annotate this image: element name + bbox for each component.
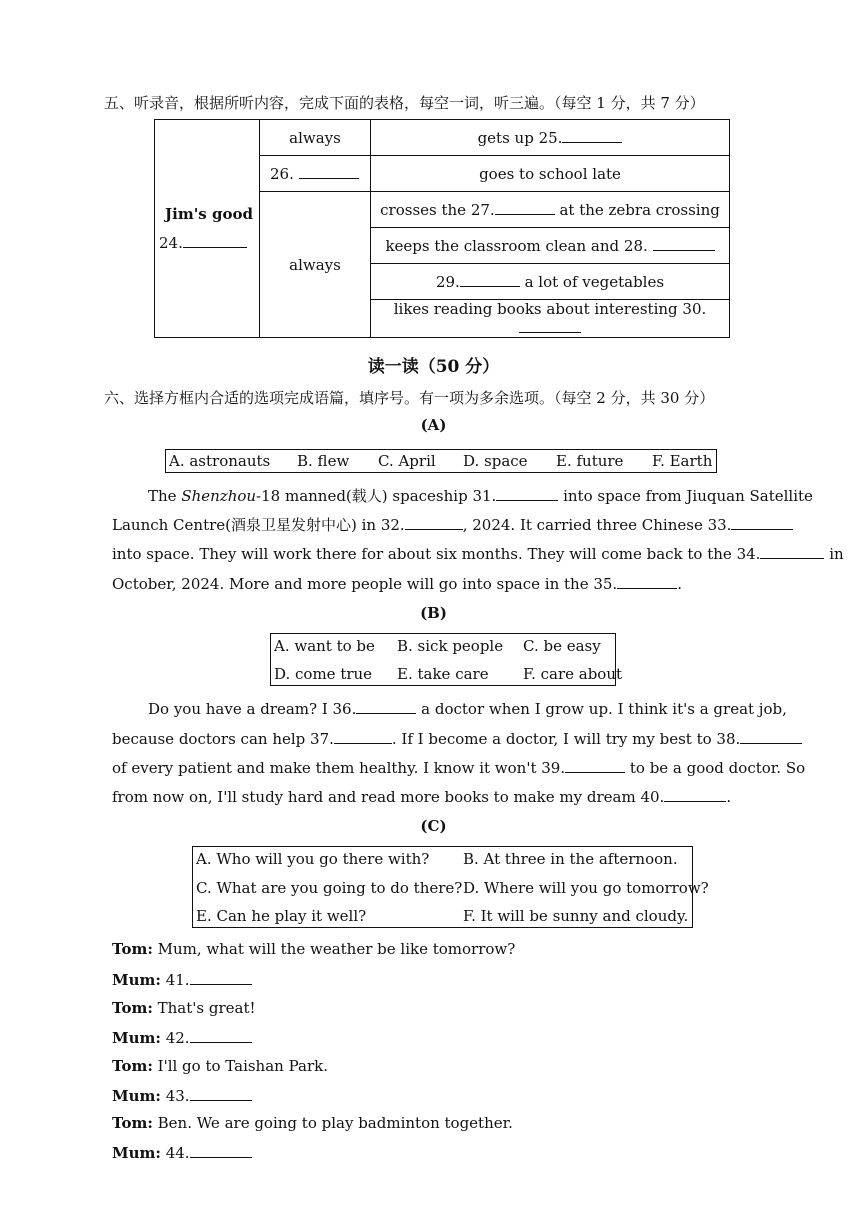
option: F. Earth: [652, 452, 713, 470]
text: -18 manned(载人) spaceship 31.: [256, 487, 497, 505]
option: B. At three in the afternoon.: [463, 850, 678, 868]
dialogue-line: [112, 970, 252, 989]
dialogue-line: [112, 1143, 252, 1162]
para-b-line2: [112, 729, 802, 748]
q28-blank[interactable]: [653, 236, 715, 251]
part-c-label: (C): [420, 817, 447, 835]
option: D. space: [463, 452, 528, 470]
option: E. future: [556, 452, 624, 470]
q31-blank[interactable]: [496, 486, 558, 501]
text: .: [677, 575, 682, 593]
option: C. be easy: [523, 637, 601, 655]
row-text: a lot of vegetables: [524, 273, 665, 291]
q44-blank[interactable]: [190, 1143, 252, 1158]
para-a-line4: [112, 574, 682, 593]
text: Do you have a dream? I 36.: [148, 700, 357, 718]
dialogue-text: I'll go to Taishan Park.: [157, 1057, 328, 1075]
q43-label: 43.: [165, 1087, 190, 1105]
q42-label: 42.: [165, 1029, 190, 1047]
para-b-line4: [112, 787, 731, 806]
text: to be a good doctor. So: [625, 759, 806, 777]
para-b-line1: [148, 699, 787, 718]
option: D. Where will you go tomorrow?: [463, 879, 709, 897]
section-6-title: 六、选择方框内合适的选项完成语篇，填序号。有一项为多余选项。（每空 2 分，共 30 分）: [104, 389, 715, 407]
q30-blank[interactable]: [519, 318, 581, 333]
text: Launch Centre(酒泉卫星发射中心) in 32.: [112, 516, 405, 534]
option: C. What are you going to do there?: [196, 879, 463, 897]
speaker: Mum:: [112, 1087, 161, 1105]
q26-label: 26.: [270, 165, 294, 183]
part-a-label: (A): [420, 416, 447, 434]
row-text: at the zebra crossing: [559, 201, 720, 219]
q34-blank[interactable]: [760, 544, 824, 559]
para-a-line1: [148, 485, 813, 506]
speaker: Tom:: [112, 1057, 153, 1075]
text: because doctors can help 37.: [112, 730, 334, 748]
q25-label: gets up 25.: [477, 129, 563, 147]
option: F. It will be sunny and cloudy.: [463, 907, 689, 925]
q41-blank[interactable]: [190, 970, 252, 985]
section-5-title: 五、听录音，根据所听内容，完成下面的表格，每空一词，听三遍。（每空 1 分，共 7 分）: [104, 94, 705, 112]
listening-table: [154, 119, 730, 338]
text: , 2024. It carried three Chinese 33.: [462, 516, 732, 534]
text: . If I become a doctor, I will try my best to 38.: [391, 730, 741, 748]
text: in: [824, 545, 844, 563]
q32-blank[interactable]: [405, 515, 463, 530]
text: from now on, I'll study hard and read more books to make my dream 40.: [112, 788, 665, 806]
q33-blank[interactable]: [731, 515, 793, 530]
row-header-title: Jim's good: [165, 205, 253, 223]
part-b-options: [270, 633, 623, 686]
reading-heading: 读一读（50 分）: [367, 357, 500, 377]
part-a-options: [165, 449, 717, 473]
q26-blank[interactable]: [299, 164, 359, 179]
q36-blank[interactable]: [356, 699, 416, 714]
part-b-label: (B): [420, 604, 447, 622]
row-text: goes to school late: [371, 156, 730, 192]
q24-blank[interactable]: [183, 233, 247, 248]
q42-blank[interactable]: [190, 1028, 252, 1043]
option: D. come true: [274, 665, 373, 683]
text: a doctor when I grow up. I think it's a great job,: [416, 700, 787, 718]
q30-label: likes reading books about interesting 30.: [393, 300, 707, 318]
freq-cell: always: [260, 192, 371, 338]
text: October, 2024. More and more people will go into space in the 35.: [112, 575, 618, 593]
option: A. Who will you go there with?: [196, 850, 430, 868]
speaker: Mum:: [112, 1029, 161, 1047]
dialogue-line: [112, 999, 256, 1017]
q35-blank[interactable]: [617, 574, 677, 589]
option: E. take care: [397, 665, 489, 683]
option: A. astronauts: [169, 452, 271, 470]
text: into space. They will work there for about six months. They will come back to the 34.: [112, 545, 761, 563]
dialogue-line: [112, 1086, 252, 1105]
q27-label: crosses the 27.: [380, 201, 495, 219]
speaker: Mum:: [112, 1144, 161, 1162]
freq-cell: always: [260, 120, 371, 156]
speaker: Tom:: [112, 1114, 153, 1132]
dialogue-text: Ben. We are going to play badminton together.: [157, 1114, 513, 1132]
option: B. flew: [297, 452, 350, 470]
q25-blank[interactable]: [562, 128, 622, 143]
q41-label: 41.: [165, 971, 190, 989]
option: E. Can he play it well?: [196, 907, 367, 925]
option: C. April: [378, 452, 436, 470]
para-b-line3: [112, 758, 805, 777]
q24-label: 24.: [159, 234, 183, 252]
speaker: Mum:: [112, 971, 161, 989]
q44-label: 44.: [165, 1144, 190, 1162]
q39-blank[interactable]: [565, 758, 625, 773]
q29-label: 29.: [435, 273, 460, 291]
dialogue-line: [112, 940, 515, 958]
para-a-line2: [112, 514, 793, 535]
part-c-options: [192, 846, 709, 928]
text: into space from Jiuquan Satellite: [558, 487, 813, 505]
option: B. sick people: [397, 637, 504, 655]
dialogue-line: [112, 1057, 328, 1075]
q27-blank[interactable]: [495, 200, 555, 215]
dialogue-text: That's great!: [157, 999, 256, 1017]
dialogue-line: [112, 1114, 513, 1132]
speaker: Tom:: [112, 940, 153, 958]
q40-blank[interactable]: [664, 787, 726, 802]
q29-blank[interactable]: [460, 272, 520, 287]
speaker: Tom:: [112, 999, 153, 1017]
q28-label: keeps the classroom clean and 28.: [385, 237, 648, 255]
para-a-line3: [112, 544, 844, 563]
text: Shenzhou: [181, 487, 257, 505]
text: The: [148, 487, 182, 505]
q37-blank[interactable]: [334, 729, 392, 744]
row-header-cell: [155, 120, 260, 338]
dialogue-text: Mum, what will the weather be like tomorrow?: [157, 940, 516, 958]
option: A. want to be: [274, 637, 375, 655]
option: F. care about: [523, 665, 623, 683]
text: .: [726, 788, 732, 806]
dialogue-line: [112, 1028, 252, 1047]
q38-blank[interactable]: [740, 729, 802, 744]
q43-blank[interactable]: [190, 1086, 252, 1101]
text: of every patient and make them healthy. I know it won't 39.: [112, 759, 566, 777]
